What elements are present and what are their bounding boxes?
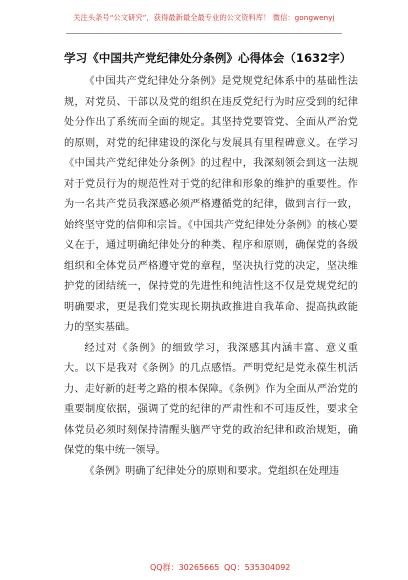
document-body [64,72,358,482]
paragraph: 经过对《条例》的细致学习，我深感其内涵丰富、意义重大。以下是我对《条例》的几点感悟。严明党纪是党永葆生机活力、走好新的赶考之路的根本保障。《条例》作为全面从严治党的重要制度依据，强调了党的纪律的严肃性和不可违反性，要求全体党员必须时刻保持清醒头脑严守党的政治纪律和政治规矩，确保党的集中统一领导。 [64,342,358,456]
paragraph: 《条例》明确了纪律处分的原则和要求。党组织在处理违 [84,465,340,477]
header-notice: 关注头条号“公文研究”，获得最新最全最专业的公文资料库！ 微信：gongwenyj [73,13,335,22]
paragraph: 《中国共产党纪律处分条例》是党规党纪体系中的基础性法规，对党员、干部以及党的组织在违反党纪行为时应受到的纪律处分作出了系统而全面的规定。其坚持党要管党、全面从严治党的原则，对党的纪律建设的深化与发展具有里程碑意义。在学习《中国共产党纪律处分条例》的过程中，我深刻领会到这一法规对于党员行为的规范性对于党的纪律和形象的维护的重要性。作为一名共产党员我深感必须严格遵循党的纪律，做到言行一致，始终坚守党的信仰和宗旨。《中国共产党纪律处分条例》的核心要义在于，通过明确纪律处分的种类、程序和原则，确保党的各级组织和全体党员严格遵守党的章程，坚决执行党的决定，坚决维护党的团结统一，保持党的先进性和纯洁性这不仅是党规党纪的明确要求，更是我们党实现长期执政推进自我革命、提高执政能力的坚实基础。 [64,76,358,333]
footer [0,560,408,574]
header-banner [0,0,408,34]
footer-qq-group: QQ群：30265665 [150,563,220,572]
document-title: 学习《中国共产党纪律处分条例》心得体会（1632字） [64,51,352,65]
header-divider [66,33,342,34]
footer-qq: QQ：535304092 [224,563,291,572]
